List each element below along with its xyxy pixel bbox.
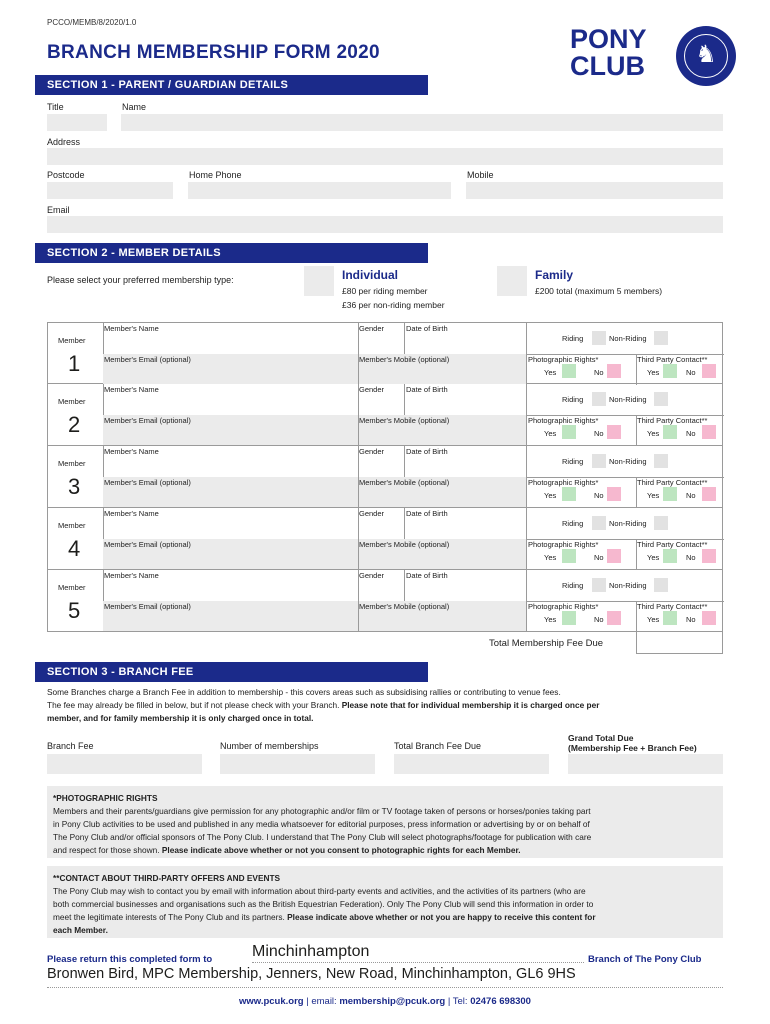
member-word: Member [58, 336, 86, 345]
gender-label: Gender [359, 324, 385, 333]
non-riding-checkbox[interactable] [654, 331, 668, 345]
member-mobile-field[interactable] [359, 549, 525, 568]
member-number: 4 [68, 536, 81, 561]
member-mobile-label: Member's Mobile (optional) [359, 416, 450, 425]
member-email-field[interactable] [104, 425, 357, 444]
individual-checkbox[interactable] [304, 266, 334, 296]
member-row [47, 446, 723, 508]
member-mobile-label: Member's Mobile (optional) [359, 478, 450, 487]
photo-no-checkbox[interactable] [607, 487, 621, 501]
third-party-text-1: The Pony Club may wish to contact you by email with information about third-party events and activities, and the activities of its partners (who are [53, 886, 586, 896]
member-word: Member [58, 397, 86, 406]
riding-checkbox[interactable] [592, 331, 606, 345]
footer-email-link[interactable]: membership@pcuk.org [339, 996, 446, 1007]
photographic-rights-text-3: The Pony Club and/or official sponsors of The Pony Club. I understand that The Pony Club will select photographs/footage for publication with care [53, 832, 592, 842]
postcode-field[interactable] [47, 182, 173, 199]
third-party-no-checkbox[interactable] [702, 549, 716, 563]
third-party-heading: **CONTACT ABOUT THIRD-PARTY OFFERS AND EVENTS [53, 873, 281, 883]
photo-yes-label: Yes [544, 368, 557, 377]
photographic-rights-text-1: Members and their parents/guardians give permission for any photographic and/or film or TV footage taken of persons or horses/ponies taking part [53, 806, 591, 816]
email-field[interactable] [47, 216, 723, 233]
member-email-label: Member's Email (optional) [104, 540, 191, 549]
photo-yes-checkbox[interactable] [562, 425, 576, 439]
gender-field[interactable] [359, 455, 403, 476]
member-email-label: Member's Email (optional) [104, 478, 191, 487]
form-reference: PCCO/MEMB/8/2020/1.0 [47, 18, 137, 27]
third-party-text-4: each Member. [53, 925, 108, 935]
photo-yes-checkbox[interactable] [562, 611, 576, 625]
footer: www.pcuk.org | email: membership@pcuk.org | Tel: 02476 698300 [239, 996, 531, 1007]
page-title: BRANCH MEMBERSHIP FORM 2020 [47, 42, 380, 63]
dob-label: Date of Birth [406, 571, 448, 580]
member-row [47, 384, 723, 446]
photographic-rights-label: Photographic Rights* [528, 478, 599, 487]
photographic-rights-box [47, 786, 723, 858]
third-party-no-label: No [686, 429, 696, 438]
member-row [47, 322, 723, 384]
member-email-field[interactable] [104, 549, 357, 568]
membership-type-prompt: Please select your preferred membership type: [47, 275, 234, 285]
dob-label: Date of Birth [406, 385, 448, 394]
photo-no-label: No [594, 615, 604, 624]
gender-label: Gender [359, 385, 385, 394]
email-label: Email [47, 205, 70, 215]
family-label: Family [535, 268, 574, 282]
total-branch-fee-field[interactable] [394, 754, 549, 774]
dob-label: Date of Birth [406, 509, 448, 518]
member-name-label: Member's Name [104, 447, 159, 456]
gender-label: Gender [359, 509, 385, 518]
photographic-rights-label: Photographic Rights* [528, 355, 599, 364]
member-name-field[interactable] [104, 579, 357, 600]
mobile-field[interactable] [466, 182, 723, 199]
riding-label: Riding [562, 581, 584, 590]
member-name-field[interactable] [104, 393, 357, 414]
non-riding-label: Non-Riding [609, 395, 647, 404]
member-number: 2 [68, 412, 81, 437]
individual-price-riding: £80 per riding member [342, 286, 428, 296]
third-party-yes-label: Yes [647, 368, 660, 377]
photo-yes-label: Yes [544, 615, 557, 624]
gender-label: Gender [359, 571, 385, 580]
third-party-yes-checkbox[interactable] [663, 611, 677, 625]
third-party-box [47, 866, 723, 938]
member-email-field[interactable] [104, 364, 357, 383]
photographic-rights-text-4: and respect for those shown. Please indicate above whether or not you consent to photographic rights for each Member. [53, 845, 521, 855]
total-branch-fee-label: Total Branch Fee Due [394, 741, 482, 751]
third-party-label: Third Party Contact** [637, 478, 708, 487]
gender-field[interactable] [359, 517, 403, 538]
third-party-yes-checkbox[interactable] [663, 364, 677, 378]
member-number: 5 [68, 598, 81, 623]
individual-price-nonriding: £36 per non-riding member [342, 300, 445, 310]
dob-field[interactable] [405, 455, 525, 476]
riding-checkbox[interactable] [592, 516, 606, 530]
third-party-yes-label: Yes [647, 553, 660, 562]
member-email-label: Member's Email (optional) [104, 416, 191, 425]
member-mobile-field[interactable] [359, 425, 525, 444]
total-fee-label: Total Membership Fee Due [489, 638, 604, 649]
member-mobile-field[interactable] [359, 611, 525, 630]
third-party-text-2: both commercial businesses and organisations such as the British Equestrian Federation). Only The Pony Club will send this information in order to [53, 899, 594, 909]
branch-fee-intro: Some Branches charge a Branch Fee in addition to membership - this covers areas such as subsidising rallies or contributing to venue fees. [47, 687, 561, 697]
total-fee-field[interactable] [636, 632, 723, 654]
photo-yes-checkbox[interactable] [562, 487, 576, 501]
address-label: Address [47, 137, 81, 147]
gender-label: Gender [359, 447, 385, 456]
member-mobile-field[interactable] [359, 487, 525, 506]
branch-name-field[interactable]: Minchinhampton [252, 943, 584, 963]
gender-field[interactable] [359, 332, 403, 353]
section2-header: SECTION 2 - MEMBER DETAILS [35, 243, 428, 263]
num-memberships-field[interactable] [220, 754, 375, 774]
gender-field[interactable] [359, 393, 403, 414]
non-riding-checkbox[interactable] [654, 454, 668, 468]
photo-no-checkbox[interactable] [607, 425, 621, 439]
family-price: £200 total (maximum 5 members) [535, 286, 663, 296]
member-name-field[interactable] [104, 332, 357, 353]
branch-fee-field[interactable] [47, 754, 202, 774]
photo-no-label: No [594, 553, 604, 562]
member-mobile-label: Member's Mobile (optional) [359, 355, 450, 364]
branch-fee-note-2: member, and for family membership it is only charged once in total. [47, 713, 314, 723]
riding-checkbox[interactable] [592, 392, 606, 406]
branch-fee-label: Branch Fee [47, 741, 94, 751]
dob-field[interactable] [405, 579, 525, 600]
member-name-label: Member's Name [104, 324, 159, 333]
home-phone-label: Home Phone [189, 170, 242, 180]
photo-no-label: No [594, 368, 604, 377]
member-email-field[interactable] [104, 611, 357, 630]
member-row [47, 508, 723, 570]
home-phone-field[interactable] [188, 182, 451, 199]
third-party-text-3: meet the legitimate interests of The Pony Club and its partners. Please indicate above whether or not you are happy to receive this content for [53, 912, 596, 922]
dob-field[interactable] [405, 332, 525, 353]
riding-label: Riding [562, 519, 584, 528]
photographic-rights-heading: *PHOTOGRAPHIC RIGHTS [53, 793, 158, 803]
photo-yes-checkbox[interactable] [562, 549, 576, 563]
third-party-yes-checkbox[interactable] [663, 425, 677, 439]
pony-club-seal-icon: ♞ [676, 26, 736, 86]
dob-field[interactable] [405, 393, 525, 414]
dob-field[interactable] [405, 517, 525, 538]
member-mobile-label: Member's Mobile (optional) [359, 540, 450, 549]
member-row [47, 570, 723, 632]
third-party-label: Third Party Contact** [637, 416, 708, 425]
member-word: Member [58, 521, 86, 530]
member-name-label: Member's Name [104, 571, 159, 580]
address-field[interactable] [47, 148, 723, 165]
third-party-yes-label: Yes [647, 615, 660, 624]
photographic-rights-text-2: in Pony Club activities to be used and published in any media whatsoever for editorial purposes, press information or advertising by or on behalf of [53, 819, 590, 829]
return-address-field[interactable]: Bronwen Bird, MPC Membership, Jenners, New Road, Minchinhampton, GL6 9HS [47, 966, 723, 988]
third-party-no-checkbox[interactable] [702, 611, 716, 625]
non-riding-checkbox[interactable] [654, 392, 668, 406]
photo-no-checkbox[interactable] [607, 611, 621, 625]
photo-no-label: No [594, 429, 604, 438]
member-email-field[interactable] [104, 487, 357, 506]
member-email-label: Member's Email (optional) [104, 602, 191, 611]
riding-label: Riding [562, 395, 584, 404]
mobile-label: Mobile [467, 170, 494, 180]
member-name-field[interactable] [104, 455, 357, 476]
section3-header: SECTION 3 - BRANCH FEE [35, 662, 428, 682]
member-number: 1 [68, 351, 81, 376]
individual-label: Individual [342, 268, 399, 282]
member-mobile-label: Member's Mobile (optional) [359, 602, 450, 611]
grand-total-field[interactable] [568, 754, 723, 774]
third-party-no-checkbox[interactable] [702, 364, 716, 378]
family-checkbox[interactable] [497, 266, 527, 296]
photographic-rights-label: Photographic Rights* [528, 416, 599, 425]
non-riding-label: Non-Riding [609, 519, 647, 528]
third-party-no-label: No [686, 491, 696, 500]
third-party-yes-label: Yes [647, 429, 660, 438]
footer-website-link[interactable]: www.pcuk.org [239, 996, 304, 1007]
riding-checkbox[interactable] [592, 578, 606, 592]
name-label: Name [122, 102, 147, 112]
non-riding-label: Non-Riding [609, 457, 647, 466]
gender-field[interactable] [359, 579, 403, 600]
member-name-field[interactable] [104, 517, 357, 538]
member-word: Member [58, 459, 86, 468]
photographic-rights-label: Photographic Rights* [528, 602, 599, 611]
third-party-yes-checkbox[interactable] [663, 487, 677, 501]
third-party-no-checkbox[interactable] [702, 425, 716, 439]
photo-yes-label: Yes [544, 429, 557, 438]
photo-no-checkbox[interactable] [607, 549, 621, 563]
dob-label: Date of Birth [406, 447, 448, 456]
third-party-no-checkbox[interactable] [702, 487, 716, 501]
third-party-no-label: No [686, 368, 696, 377]
riding-label: Riding [562, 334, 584, 343]
section1-header: SECTION 1 - PARENT / GUARDIAN DETAILS [35, 75, 428, 95]
third-party-label: Third Party Contact** [637, 602, 708, 611]
branch-fee-note: The fee may already be filled in below, but if not please check with your Branch. Please note that for individual membership it is charged once per [47, 700, 600, 710]
member-email-label: Member's Email (optional) [104, 355, 191, 364]
photo-yes-checkbox[interactable] [562, 364, 576, 378]
non-riding-label: Non-Riding [609, 581, 647, 590]
non-riding-label: Non-Riding [609, 334, 647, 343]
member-word: Member [58, 583, 86, 592]
third-party-no-label: No [686, 615, 696, 624]
third-party-yes-checkbox[interactable] [663, 549, 677, 563]
member-name-label: Member's Name [104, 385, 159, 394]
photo-no-checkbox[interactable] [607, 364, 621, 378]
riding-checkbox[interactable] [592, 454, 606, 468]
photo-no-label: No [594, 491, 604, 500]
third-party-no-label: No [686, 553, 696, 562]
member-number: 3 [68, 474, 81, 499]
photo-yes-label: Yes [544, 491, 557, 500]
pony-club-logo: PONY CLUB ♞ [570, 26, 740, 86]
non-riding-checkbox[interactable] [654, 578, 668, 592]
third-party-label: Third Party Contact** [637, 355, 708, 364]
postcode-label: Postcode [47, 170, 85, 180]
non-riding-checkbox[interactable] [654, 516, 668, 530]
return-suffix: Branch of The Pony Club [588, 954, 702, 965]
third-party-label: Third Party Contact** [637, 540, 708, 549]
title-label: Title [47, 102, 64, 112]
photo-yes-label: Yes [544, 553, 557, 562]
grand-total-label: Grand Total Due (Membership Fee + Branch Fee) [568, 733, 697, 753]
name-field[interactable] [121, 114, 723, 131]
third-party-yes-label: Yes [647, 491, 660, 500]
dob-label: Date of Birth [406, 324, 448, 333]
members-table [47, 322, 723, 632]
return-prefix: Please return this completed form to [47, 954, 213, 965]
member-name-label: Member's Name [104, 509, 159, 518]
num-memberships-label: Number of memberships [220, 741, 319, 751]
member-mobile-field[interactable] [359, 364, 525, 383]
title-field[interactable] [47, 114, 107, 131]
photographic-rights-label: Photographic Rights* [528, 540, 599, 549]
riding-label: Riding [562, 457, 584, 466]
footer-phone: 02476 698300 [470, 996, 531, 1007]
